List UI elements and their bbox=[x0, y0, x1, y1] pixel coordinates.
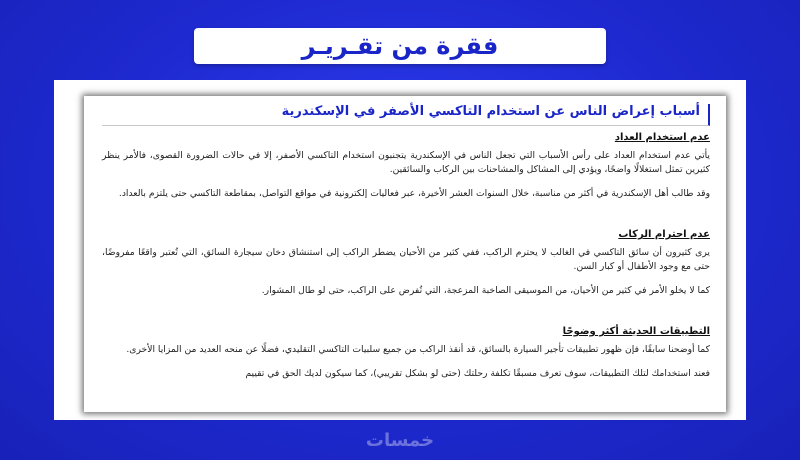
section-heading: عدم استخدام العداد bbox=[614, 132, 710, 143]
paragraph: كما لا يخلو الأمر في كثير من الأحيان، من الموسيقى الصاخبة المزعجة، التي تُفرض على الراكب، حتى لو طال المشوار. bbox=[261, 285, 710, 296]
section-spacer bbox=[102, 308, 710, 322]
section-heading: التطبيقات الحديثة أكثر وضوحًا bbox=[562, 326, 710, 337]
paragraph: يأتي عدم استخدام العداد على رأس الأسباب التي تجعل الناس في الإسكندرية يتجنبون استخدام التاكسي الأصفر، إلا في حالات الضرورة القصوى، فالأمر ينظر كثيرين تمثل استغلالًا واضحًا، ويؤدي إلى المشاكل والمشاحنات بين الركاب والسائقين. bbox=[102, 150, 710, 175]
document-body bbox=[84, 96, 726, 412]
paragraph: فعند استخدامك لتلك التطبيقات، سوف تعرف مسبقًا تكلفة رحلتك (حتى لو بشكل تقريبي)، كما سيكون لديك الحق في تقييم bbox=[245, 368, 710, 379]
paragraph: يرى كثيرون أن سائق التاكسي في الغالب لا يحترم الراكب، ففي كثير من الأحيان يضطر الراكب إلى استنشاق دخان سيجارة السائق، التي تُعتبر واقعًا مفروضًا، حتى مع وجود الأطفال أو كبار السن. bbox=[102, 247, 710, 272]
section-spacer bbox=[102, 211, 710, 225]
watermark-text: خمسات bbox=[365, 429, 435, 451]
document-page bbox=[84, 96, 726, 412]
section-heading: عدم احترام الركاب bbox=[618, 229, 710, 240]
watermark-logo bbox=[340, 426, 460, 454]
document-title-bar bbox=[102, 104, 710, 126]
paragraph: كما أوضحنا سابقًا، فإن ظهور تطبيقات تأجير السيارة بالسائق، قد أنقذ الراكب من جميع سلبيات التاكسي التقليدي، فضلًا عن منحه العديد من المزايا الأخرى. bbox=[126, 344, 710, 355]
banner-title: فقرة من تقـريـر bbox=[301, 32, 499, 60]
document-title: أسباب إعراض الناس عن استخدام التاكسي الأصفر في الإسكندرية bbox=[281, 104, 700, 119]
paragraph: وقد طالب أهل الإسكندرية في أكثر من مناسبة، خلال السنوات العشر الأخيرة، عبر فعاليات إلكترونية في مواقع التواصل، بمقاطعة التاكسي حتى يلتزم بالعداد. bbox=[118, 188, 710, 199]
title-banner bbox=[194, 28, 606, 64]
